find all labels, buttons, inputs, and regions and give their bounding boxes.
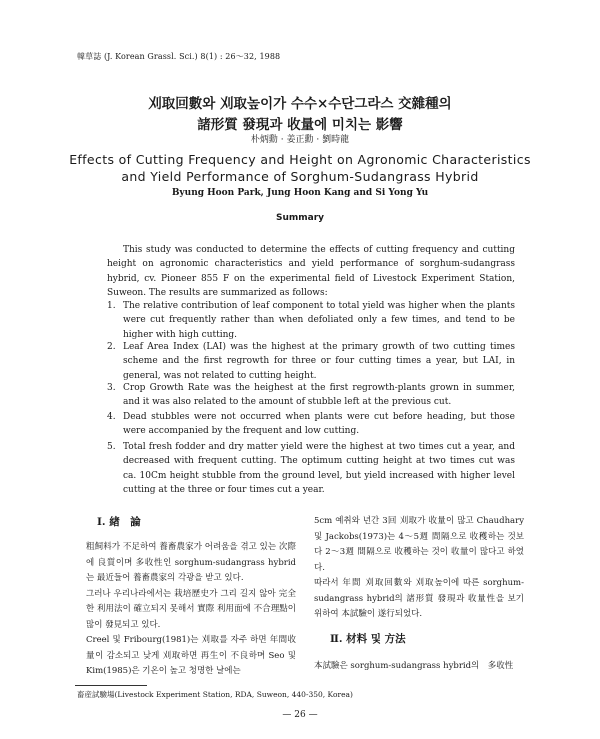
intro-paragraph: 따라서 年間 刈取回數와 刈取높이에 따른 sorghum-sudangrass hybrid의 諸形質 發現과 收量性을 보기 위하여 本試驗이 遂行되었다. xyxy=(314,578,524,619)
footnote-divider xyxy=(75,685,147,686)
english-title-line1: Effects of Cutting Frequency and Height on Agronomic Characteristics xyxy=(69,152,531,167)
summary-item-number: 5. xyxy=(107,442,116,452)
summary-item-number: 4. xyxy=(107,412,116,422)
journal-citation: 韓草誌 (J. Korean Grassl. Sci.) 8(1) : 26～32, 1988 xyxy=(77,52,281,61)
summary-item-4 xyxy=(107,410,515,439)
summary-item-text: Leaf Area Index (LAI) was the highest at the primary growth of two cutting times scheme and the first regrowth for three or four cutting times a year, but LAI, in general, was not related to cutting height. xyxy=(123,342,515,381)
intro-right-column xyxy=(314,514,524,623)
methods-column xyxy=(314,659,524,675)
summary-heading: Summary xyxy=(275,213,325,223)
intro-paragraph: Creel 및 Fribourg(1981)는 刈取를 자주 하면 年間收量이 감소되고 낮게 刈取하면 再生이 不良하며 Seo 및 Kim(1985)은 기온이 높고 청명한 날에는 xyxy=(86,635,296,676)
summary-item-number: 3. xyxy=(107,383,116,393)
summary-item-text: Crop Growth Rate was the heighest at the first regrowth-plants grown in summer, and it was also related to the amount of stubble left at the previous cut. xyxy=(123,383,515,408)
methods-paragraph: 本試驗은 sorghum-sudangrass hybrid의 多收性 xyxy=(314,661,514,671)
summary-intro-text: This study was conducted to determine the effects of cutting frequency and cutting height on agronomic characteristics and yield performance of sorghum-sudangrass hybrid, cv. Pioneer 855 F on the experimental field of Livestock Experiment Station, Suweon. The results are summarized as follows: xyxy=(107,245,515,298)
summary-item-1 xyxy=(107,299,515,342)
summary-item-number: 1. xyxy=(107,301,116,311)
introduction-heading: Ⅰ. 緖 論 xyxy=(97,516,141,528)
summary-item-text: Dead stubbles were not occurred when plants were cut before heading, but those were accompanied by the frequent and low cutting. xyxy=(123,412,515,437)
summary-item-number: 2. xyxy=(107,342,116,352)
english-title-line2: and Yield Performance of Sorghum-Sudangrass Hybrid xyxy=(121,169,479,184)
summary-intro xyxy=(107,243,515,300)
korean-title-line2: 諸形質 發現과 收量에 미치는 影響 xyxy=(197,117,403,133)
korean-title-line1: 刈取回數와 刈取높이가 수수×수단그라스 交雜種의 xyxy=(148,96,452,112)
intro-paragraph: 粗飼料가 不足하여 養畜農家가 어려움을 겪고 있는 次際에 良質이며 多收性인 sorghum-sudangrass hybrid는 最近들어 養畜農家의 각광을 받고 있다. xyxy=(86,542,296,583)
english-authors: Byung Hoon Park, Jung Hoon Kang and Si Yong Yu xyxy=(171,188,429,198)
summary-item-text: Total fresh fodder and dry matter yield were the highest at two times cut a year, and decreased with frequent cutting. The optimum cutting height at two times cut was ca. 10Cm height stubble from the ground level, but yield increased with higher level cutting at the three or four times cut a year. xyxy=(123,442,515,495)
intro-left-column xyxy=(86,540,296,680)
summary-item-text: The relative contribution of leaf component to total yield was higher when the plants were cut frequently rather than when defoliated only a few times, and tend to be higher with high cutting. xyxy=(123,301,515,340)
footnote-affiliation: 畜産試驗場(Livestock Experiment Station, RDA, Suweon, 440-350, Korea) xyxy=(77,690,353,699)
korean-authors: 朴炳勳 · 姜正勳 · 劉時龍 xyxy=(250,135,350,145)
intro-paragraph: 5cm 예취와 년간 3回 刈取가 收量이 많고 Chaudhary 및 Jackobs(1973)는 4～5週 間隔으로 收穫하는 것보다 2～3週 間隔으로 收穫하는 것이 收量이 많다고 하였다. xyxy=(314,516,524,573)
methods-heading: Ⅱ. 材料 및 方法 xyxy=(330,633,406,645)
summary-item-3 xyxy=(107,381,515,410)
intro-paragraph: 그러나 우리나라에서는 栽培歷史가 그리 길지 않아 完全한 利用法이 確立되지 못해서 實際 利用面에 不合理點이 많이 發見되고 있다. xyxy=(86,588,296,630)
summary-item-5 xyxy=(107,440,515,497)
page-number: — 26 — xyxy=(282,710,318,720)
summary-item-2 xyxy=(107,340,515,383)
